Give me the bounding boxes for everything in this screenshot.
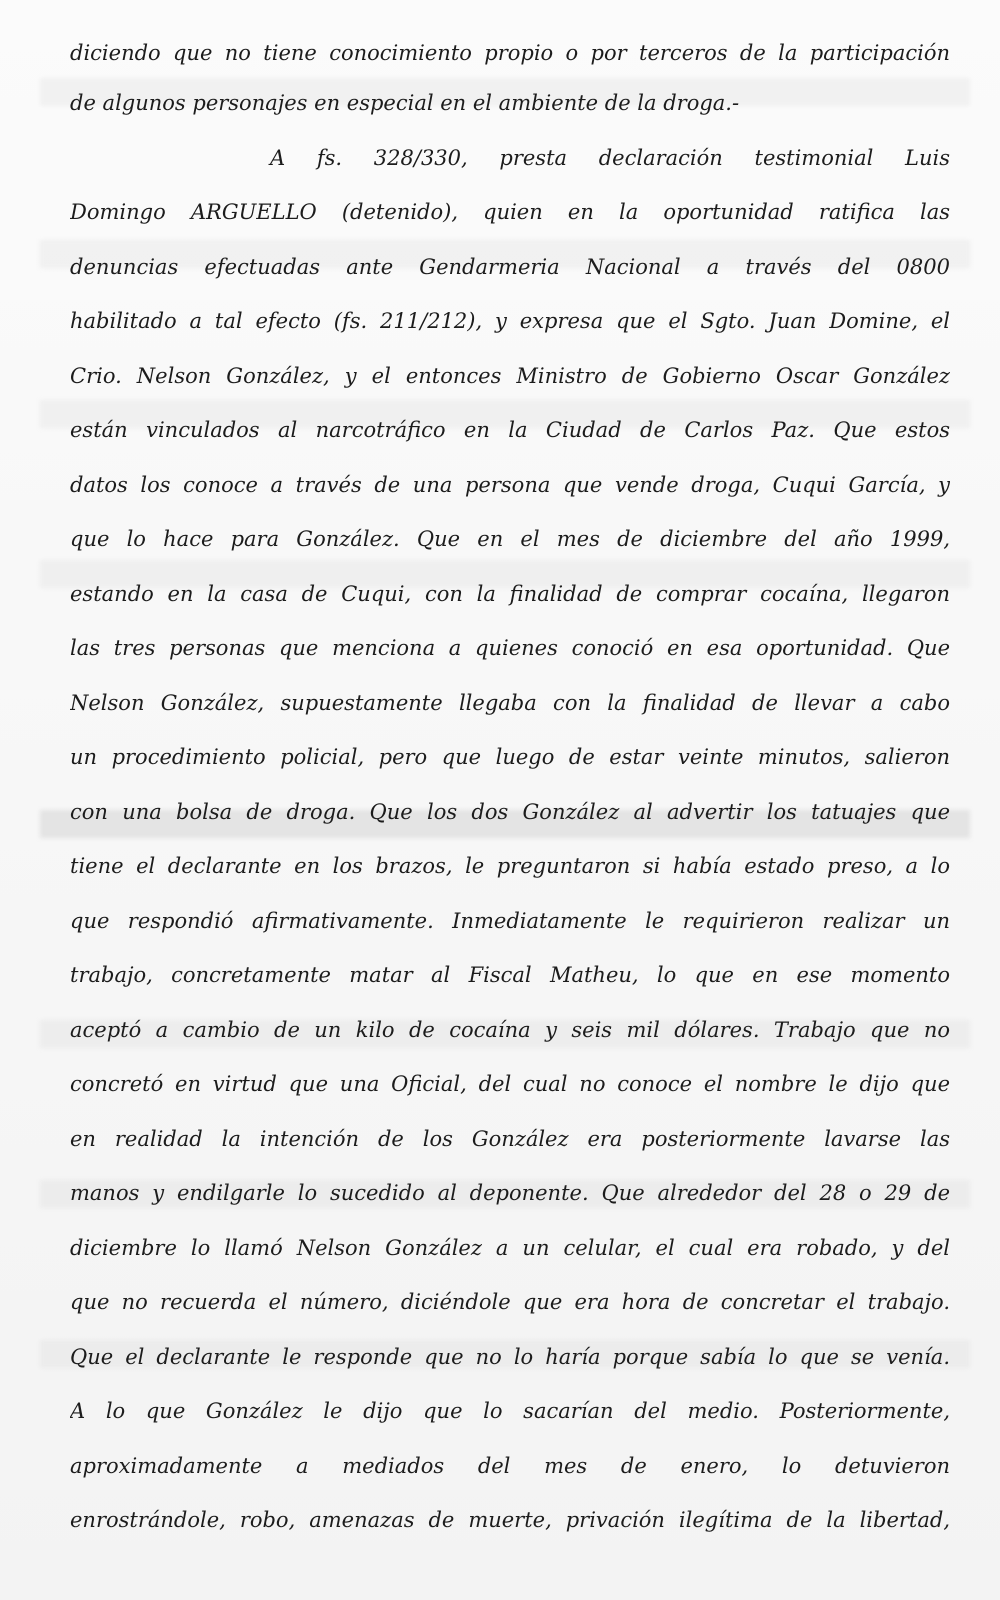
text-line: Nelson González, supuestamente llegaba con la finalidad de llevar a cabo: [70, 690, 950, 715]
text-line: que no recuerda el número, diciéndole que era hora de concretar el trabajo.: [70, 1290, 950, 1314]
text-line: de algunos personajes en especial en el ambiente de la droga.-: [70, 91, 740, 115]
text-line: las tres personas que menciona a quienes conoció en esa oportunidad. Que: [70, 636, 950, 660]
text-line: estando en la casa de Cuqui, con la finalidad de comprar cocaína, llegaron: [70, 581, 950, 606]
text-line: están vinculados al narcotráfico en la Ciudad de Carlos Paz. Que estos: [70, 418, 950, 442]
text-line: manos y endilgarle lo sucedido al deponente. Que alrededor del 28 o 29 de: [70, 1181, 950, 1205]
text-line: A lo que González le dijo que lo sacarían del medio. Posteriormente,: [70, 1399, 950, 1423]
text-line: con una bolsa de droga. Que los dos González al advertir los tatuajes que: [70, 799, 950, 824]
text-line: aproximadamente a mediados del mes de enero, lo detuvieron: [70, 1453, 950, 1478]
text-line: aceptó a cambio de un kilo de cocaína y seis mil dólares. Trabajo que no: [70, 1017, 950, 1042]
text-line: Domingo ARGUELLO (detenido), quien en la oportunidad ratifica las: [70, 200, 950, 224]
text-line: Crio. Nelson González, y el entonces Ministro de Gobierno Oscar González: [70, 363, 950, 388]
text-line: Que el declarante le responde que no lo haría porque sabía lo que se venía.: [70, 1344, 950, 1369]
document-body: [70, 30, 950, 1548]
text-line: diciendo que no tiene conocimiento propio o por terceros de la participación: [70, 41, 950, 65]
text-line: enrostrándole, robo, amenazas de muerte, privación ilegítima de la libertad,: [70, 1508, 950, 1532]
text-line: datos los conoce a través de una persona que vende droga, Cuqui García, y: [70, 472, 950, 497]
text-line: un procedimiento policial, pero que luego de estar veinte minutos, salieron: [70, 745, 950, 769]
text-line: habilitado a tal efecto (fs. 211/212), y expresa que el Sgto. Juan Domine, el: [70, 309, 950, 333]
text-line: concretó en virtud que una Oficial, del cual no conoce el nombre le dijo que: [70, 1072, 950, 1096]
text-line: trabajo, concretamente matar al Fiscal Matheu, lo que en ese momento: [70, 963, 950, 987]
text-line: que respondió afirmativamente. Inmediatamente le requirieron realizar un: [70, 908, 950, 933]
text-line: diciembre lo llamó Nelson González a un celular, el cual era robado, y del: [70, 1235, 950, 1260]
text-line: A fs. 328/330, presta declaración testimonial Luis: [270, 145, 950, 170]
text-line: tiene el declarante en los brazos, le preguntaron si había estado preso, a lo: [70, 854, 950, 878]
text-line: en realidad la intención de los González era posteriormente lavarse las: [70, 1126, 950, 1151]
text-line: denuncias efectuadas ante Gendarmeria Nacional a través del 0800: [70, 254, 950, 279]
text-line: que lo hace para González. Que en el mes de diciembre del año 1999,: [70, 527, 950, 551]
